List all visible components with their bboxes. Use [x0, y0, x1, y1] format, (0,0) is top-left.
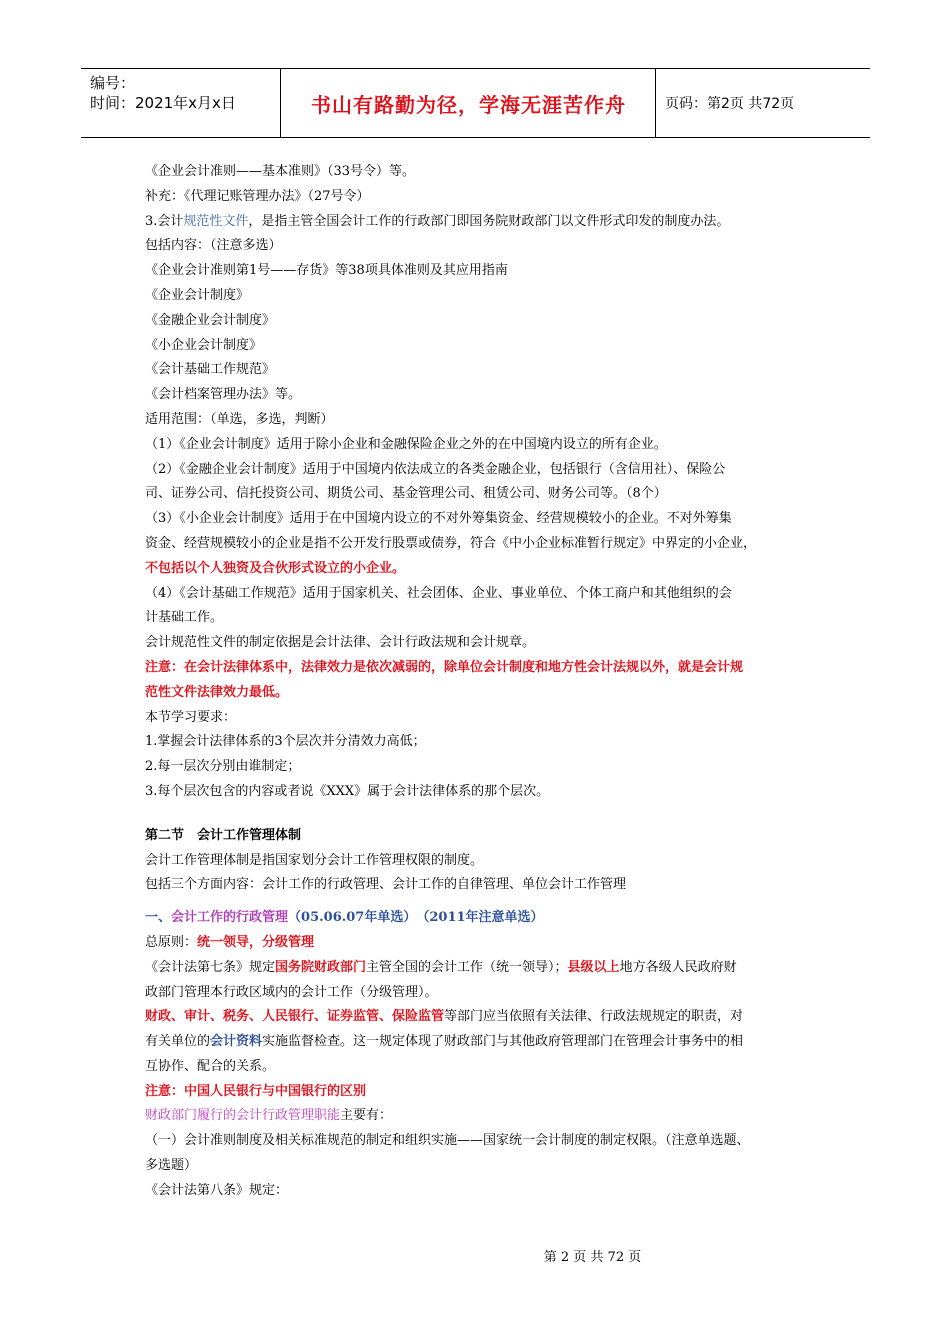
text-line: 资金、经营规模较小的企业是指不公开发行股票或债券，符合《中小企业标准暂行规定》中界定的小企业，: [145, 535, 757, 551]
section-heading: 第二节 会计工作管理体制: [145, 827, 302, 843]
text-line: 《企业会计准则——基本准则》（33号令）等。: [145, 164, 416, 179]
text-line: 互协作、配合的关系。: [145, 1058, 276, 1074]
text-line: 总原则：统一领导，分级管理: [145, 934, 315, 950]
text-line: 政部门管理本行政区域内的会计工作（分级管理）。: [145, 984, 438, 1000]
text-line: 《会计档案管理办法》等。: [145, 387, 302, 403]
text-line: （3）《小企业会计制度》适用于在中国境内设立的不对外筹集资金、经营规模较小的企业。不对外筹集: [145, 511, 732, 527]
document-body: [145, 160, 825, 1204]
note-line: 注意：在会计法律体系中，法律效力是依次减弱的，除单位会计制度和地方性会计法规以外，就是会计规: [145, 659, 744, 675]
text-line: （4）《会计基础工作规范》适用于国家机关、社会团体、企业、事业单位、个体工商户和其他组织的会: [145, 585, 732, 601]
page-header: [81, 68, 870, 138]
header-motto: 书山有路勤为径，学海无涯苦作舟: [282, 69, 656, 137]
text-line: 有关单位的会计资料实施监督检查。这一规定体现了财政部门与其他政府管理部门在管理会计事务中的相: [145, 1034, 744, 1050]
note-line: 范性文件法律效力最低。: [145, 684, 289, 700]
text-line: 包括内容：（注意多选）: [145, 238, 282, 254]
footer-page-number: 第 2 页 共 72 页: [543, 1250, 642, 1265]
text-line: 3.每个层次包含的内容或者说《XXX》属于会计法律体系的那个层次。: [145, 783, 550, 799]
text-line: 《金融企业会计制度》: [145, 312, 276, 328]
text-line: 《小企业会计制度》: [145, 337, 263, 353]
text-line: （2）《金融企业会计制度》适用于中国境内依法成立的各类金融企业，包括银行（含信用社）、保险公: [145, 461, 726, 477]
text-line: 1.掌握会计法律体系的3个层次并分清效力高低；: [145, 734, 426, 750]
text-line: 2.每一层次分别由谁制定；: [145, 759, 301, 775]
text-line: 计基础工作。: [145, 610, 224, 626]
text-line: （一）会计准则制度及相关标准规范的制定和组织实施——国家统一会计制度的制定权限。（注意单选题、: [145, 1133, 750, 1149]
text-line: 司、证券公司、信托投资公司、期货公司、基金管理公司、租赁公司、财务公司等。（8个）: [145, 486, 667, 502]
text-line: 《企业会计准则第1号——存货》等38项具体准则及其应用指南: [145, 263, 508, 279]
text-line: 财政、审计、税务、人民银行、证券监管、保险监管等部门应当依照有关法律、行政法规规定的职责，对: [145, 1009, 744, 1025]
header-meta: [81, 69, 281, 137]
text-line: 会计工作管理体制是指国家划分会计工作管理权限的制度。: [145, 852, 484, 868]
time-label: 时间：2021年x月x日: [90, 94, 236, 112]
page-footer: [0, 1246, 950, 1265]
term-link: 规范性文件: [183, 213, 249, 229]
highlight-line: 不包括以个人独资及合伙形式设立的小企业。: [145, 560, 406, 576]
text-line: 包括三个方面内容：会计工作的行政管理、会计工作的自律管理、单位会计工作管理: [145, 877, 627, 893]
text-line: 多选题）: [145, 1158, 198, 1174]
text-line: （1）《企业会计制度》适用于除小企业和金融保险企业之外的在中国境内设立的所有企业。: [145, 436, 667, 452]
text-line: 《会计法第八条》规定：: [145, 1182, 289, 1198]
text-line: 财政部门履行的会计行政管理职能主要有：: [145, 1108, 393, 1124]
text-line: 补充：《代理记账管理办法》（27号令）: [145, 188, 370, 204]
text-line: 会计规范性文件的制定依据是会计法律、会计行政法规和会计规章。: [145, 635, 536, 651]
number-label: 编号：: [90, 74, 136, 92]
text-line: 本节学习要求：: [145, 709, 237, 725]
text-line: 《会计法第七条》规定国务院财政部门主管全国的会计工作（统一领导）；县级以上地方各级人民政府财: [145, 959, 737, 975]
header-page-info: 页码：第2页 共72页: [665, 96, 795, 112]
text-line: 适用范围：（单选，多选，判断）: [145, 411, 334, 427]
text-line: 《会计基础工作规范》: [145, 362, 276, 378]
note-line: 注意：中国人民银行与中国银行的区别: [145, 1083, 367, 1099]
text-line: 《企业会计制度》: [145, 287, 250, 303]
text-line: 3.会计规范性文件，是指主管全国会计工作的行政部门即国务院财政部门以文件形式印发的制度办法。: [145, 213, 730, 229]
subsection-heading: 一、会计工作的行政管理（05.06.07年单选） （2011年注意单选）: [145, 910, 544, 926]
